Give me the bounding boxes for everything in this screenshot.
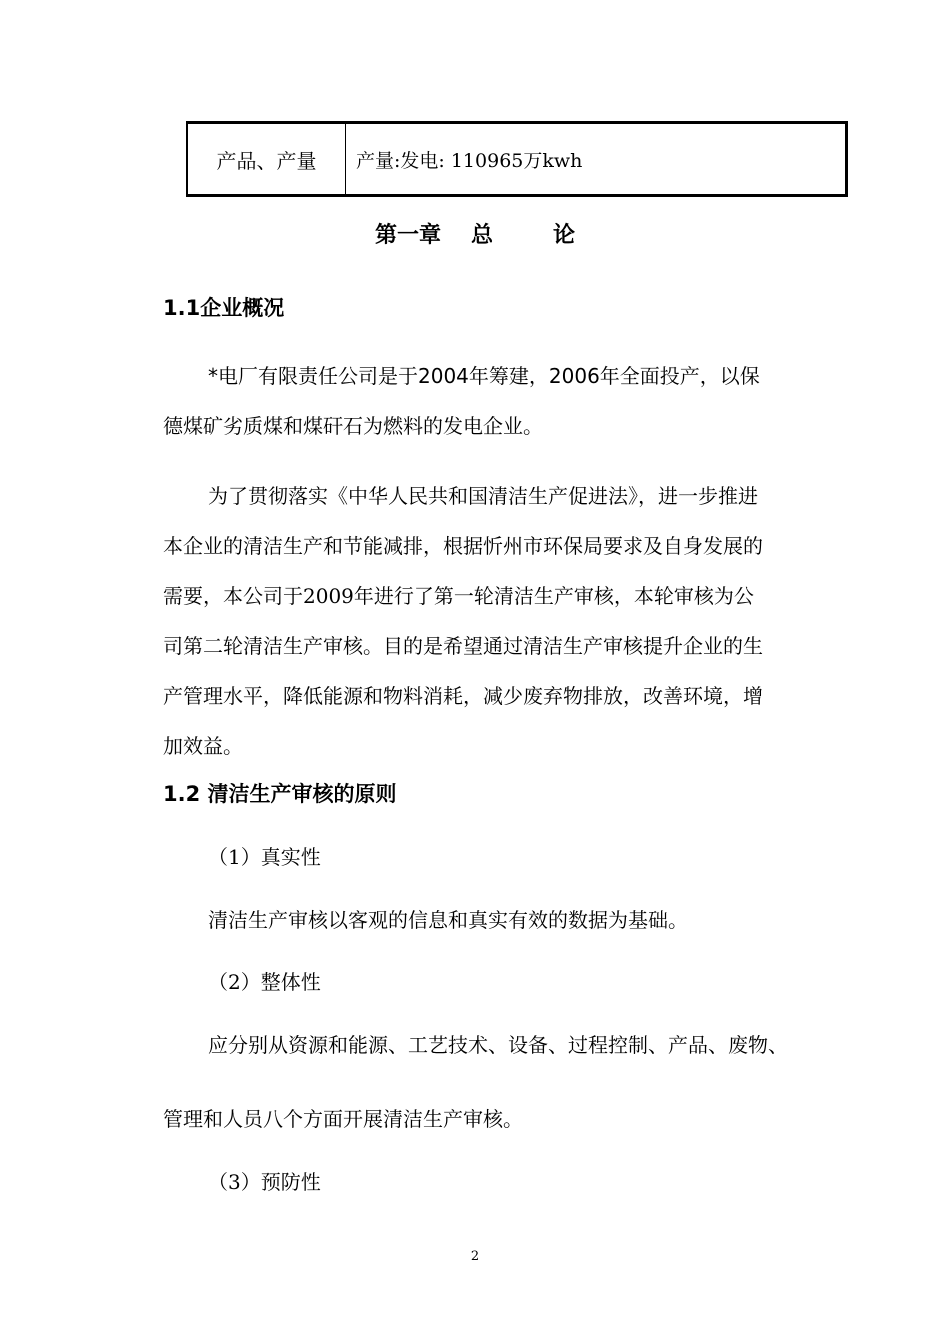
para1-line2: 德煤矿劣质煤和煤矸石为燃料的发电企业。 [163, 414, 543, 438]
item1-title: （1）真实性 [208, 845, 321, 869]
para2-line1: 为了贯彻落实《中华人民共和国清洁生产促进法》，进一步推进 [208, 484, 758, 508]
item2-title: （2）整体性 [208, 970, 321, 994]
chapter-title-part2: 总 [470, 223, 493, 248]
section-1-1-heading: 1.1企业概况 [163, 296, 285, 320]
chapter-title-part1: 第一章 [374, 223, 441, 248]
para2-line4: 司第二轮清洁生产审核。目的是希望通过清洁生产审核提升企业的生 [163, 634, 763, 658]
para1-line1: *电厂有限责任公司是于2004年筹建，2006年全面投产，以保 [208, 364, 760, 388]
para2-line6: 加效益。 [163, 734, 243, 758]
item2-text-line1: 应分别从资源和能源、工艺技术、设备、过程控制、产品、废物、 [208, 1033, 788, 1057]
item1-text: 清洁生产审核以客观的信息和真实有效的数据为基础。 [208, 908, 688, 932]
page-number: 2 [470, 1249, 480, 1264]
product-output-table [186, 121, 848, 197]
chapter-title-part3: 论 [553, 223, 576, 248]
section-1-2-heading: 1.2 清洁生产审核的原则 [163, 782, 397, 806]
para2-line5: 产管理水平，降低能源和物料消耗，减少废弃物排放，改善环境，增 [163, 684, 763, 708]
table-value-cell: 产量:发电: 110965万kwh [356, 149, 583, 172]
para2-line3: 需要，本公司于2009年进行了第一轮清洁生产审核，本轮审核为公 [163, 584, 754, 608]
chapter-title [0, 218, 950, 249]
item2-text-line2: 管理和人员八个方面开展清洁生产审核。 [163, 1107, 523, 1131]
table-label-cell: 产品、产量 [188, 124, 346, 194]
item3-title: （3）预防性 [208, 1170, 321, 1194]
para2-line2: 本企业的清洁生产和节能减排，根据忻州市环保局要求及自身发展的 [163, 534, 763, 558]
